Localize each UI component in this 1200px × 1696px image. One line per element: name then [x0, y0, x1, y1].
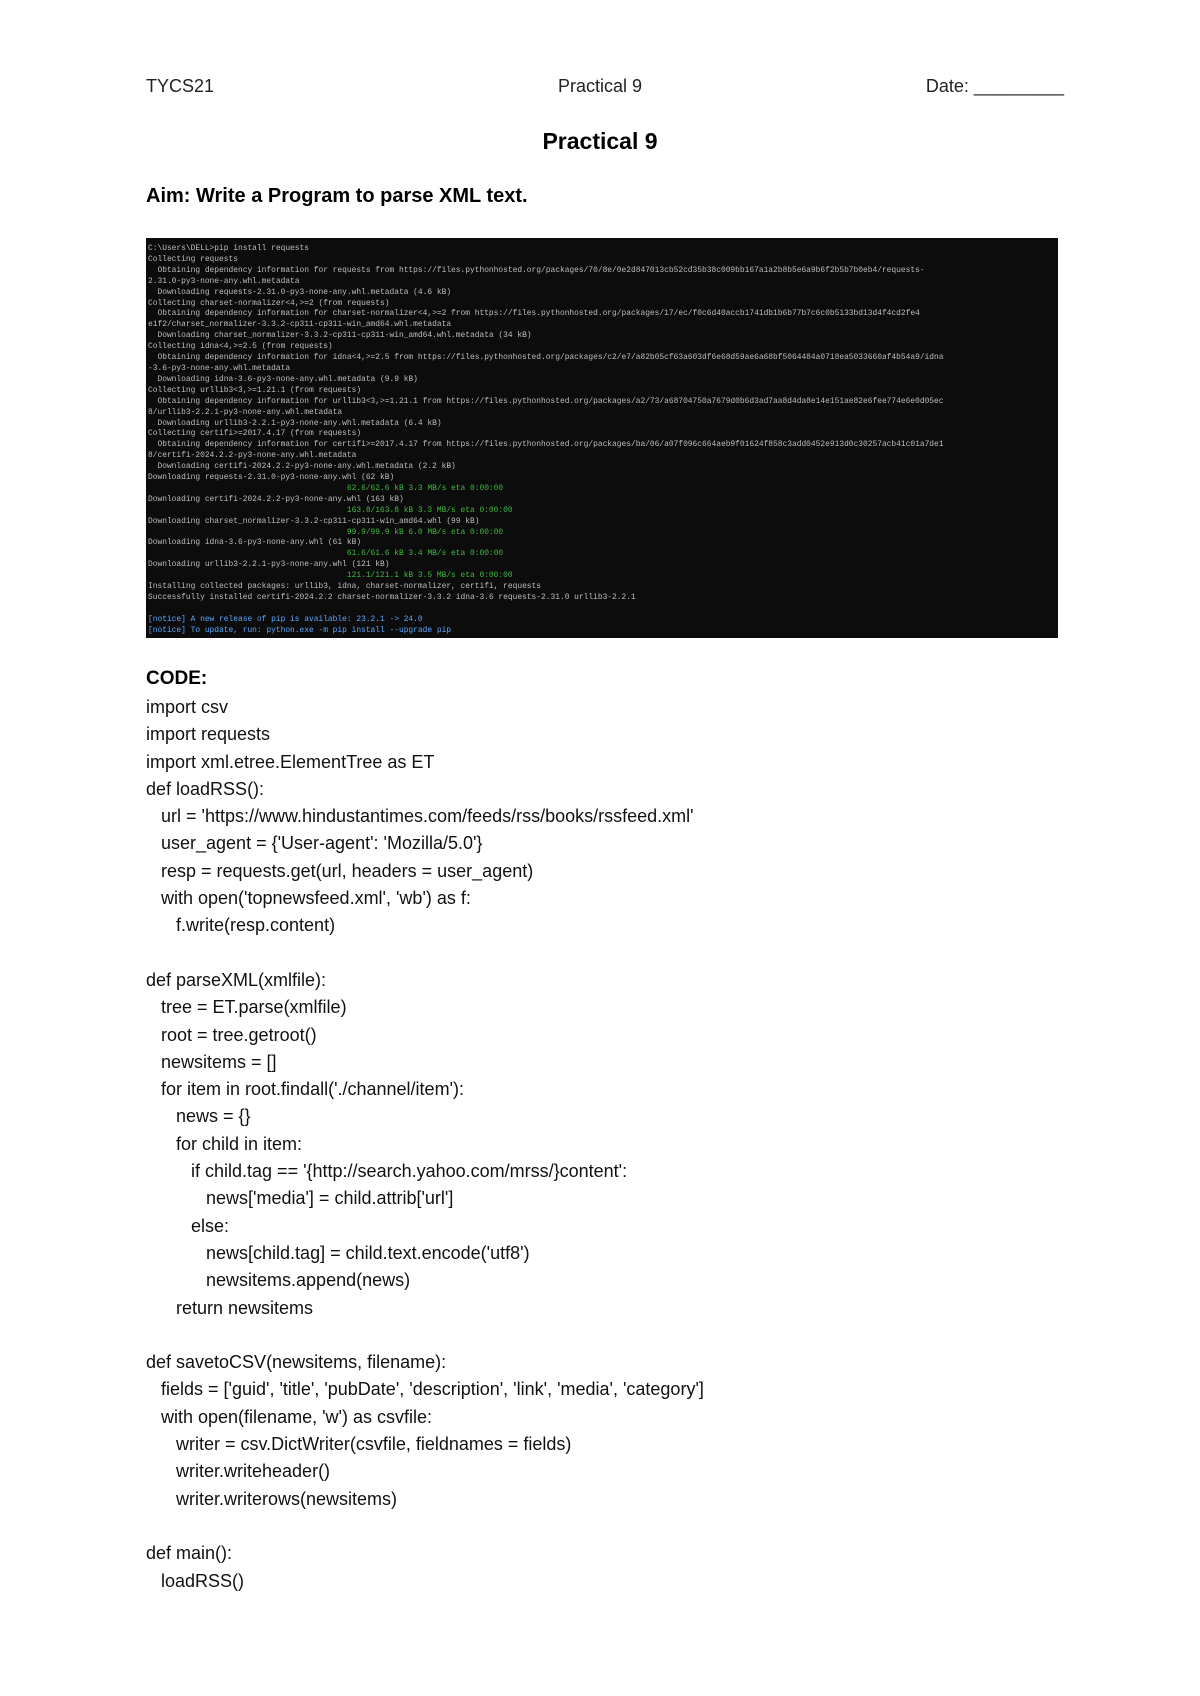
- code-line: with open('topnewsfeed.xml', 'wb') as f:: [146, 888, 471, 909]
- terminal-line: -3.6-py3-none-any.whl.metadata: [148, 363, 291, 373]
- terminal-line: Collecting certifi>=2017.4.17 (from requests): [148, 429, 362, 439]
- code-line: newsitems.append(news): [146, 1270, 411, 1291]
- terminal-line: 2.31.0-py3-none-any.whl.metadata: [148, 276, 300, 286]
- code-line: user_agent = {'User-agent': 'Mozilla/5.0'}: [146, 833, 483, 854]
- terminal-line: Downloading charset_normalizer-3.3.2-cp311-cp311-win_amd64.whl (99 kB): [148, 516, 480, 526]
- terminal-line: Successfully installed certifi-2024.2.2 charset-normalizer-3.3.2 idna-3.6 requests-2.31.0 urllib3-2.2.1: [148, 593, 636, 602]
- code-block: [146, 694, 1106, 1595]
- terminal-line: Collecting idna<4,>=2.5 (from requests): [148, 342, 333, 352]
- terminal-line: Obtaining dependency information for urllib3<3,>=1.21.1 from https://files.pythonhosted.org/packages/a2/73/a68704750a7679d0b6d3ad7aa8d4da8e14e151ae82e6fee774e6e0d05ec: [148, 396, 944, 406]
- header-course-code: TYCS21: [146, 76, 215, 96]
- header-practical-label: Practical 9: [557, 76, 643, 96]
- terminal-line: Downloading certifi-2024.2.2-py3-none-any.whl (163 kB): [148, 494, 404, 504]
- terminal-line: Downloading requests-2.31.0-py3-none-any.whl.metadata (4.6 kB): [148, 287, 452, 297]
- terminal-line: Installing collected packages: urllib3, idna, charset-normalizer, certifi, requests: [148, 582, 542, 592]
- terminal-line: C:\Users\DELL>pip install requests: [148, 244, 309, 253]
- terminal-line: Collecting charset-normalizer<4,>=2 (from requests): [148, 298, 390, 308]
- code-line: import xml.etree.ElementTree as ET: [146, 751, 435, 772]
- terminal-line: Obtaining dependency information for charset-normalizer<4,>=2 from https://files.pythonhosted.org/packages/17/ec/f0c6d40accb1741db1b6b77b7c6c0b5133bd13d4f4cd2fe4: [148, 309, 920, 319]
- terminal-line: Collecting urllib3<3,>=1.21.1 (from requests): [148, 385, 362, 395]
- page-title: Practical 9: [542, 128, 658, 154]
- terminal-line: Downloading certifi-2024.2.2-py3-none-any.whl.metadata (2.2 kB): [148, 462, 456, 472]
- code-line: f.write(resp.content): [146, 915, 336, 936]
- code-line: if child.tag == '{http://search.yahoo.com/mrss/}content':: [146, 1161, 628, 1182]
- code-line: news['media'] = child.attrib['url']: [146, 1188, 454, 1209]
- terminal-screenshot: [146, 238, 1058, 638]
- code-line: root = tree.getroot(): [146, 1024, 317, 1045]
- terminal-line: Downloading urllib3-2.2.1-py3-none-any.whl.metadata (6.4 kB): [148, 418, 442, 428]
- terminal-line: Obtaining dependency information for idna<4,>=2.5 from https://files.pythonhosted.org/packages/c2/e7/a82b05cf63a603df6e68d59ae6a68bf5064484a0718ea5033660af4b54a9/idna: [148, 353, 944, 363]
- code-line: writer = csv.DictWriter(csvfile, fieldnames = fields): [146, 1434, 572, 1455]
- code-heading: CODE:: [146, 668, 208, 689]
- terminal-line: [notice] To update, run: python.exe -m pip install --upgrade pip: [148, 625, 452, 635]
- code-line: [146, 1322, 1106, 1349]
- terminal-line: 163.8/163.8 kB 3.3 MB/s eta 0:00:00: [148, 505, 513, 515]
- code-line: url = 'https://www.hindustantimes.com/feeds/rss/books/rssfeed.xml': [146, 806, 694, 827]
- terminal-line: Collecting requests: [148, 254, 238, 264]
- code-line: for item in root.findall('./channel/item'):: [146, 1079, 464, 1100]
- code-line: def main():: [146, 1543, 233, 1564]
- code-line: with open(filename, 'w') as csvfile:: [146, 1406, 432, 1427]
- code-line: def savetoCSV(newsitems, filename):: [146, 1352, 447, 1373]
- terminal-line: 62.6/62.6 kB 3.3 MB/s eta 0:00:00: [148, 483, 504, 493]
- code-line: fields = ['guid', 'title', 'pubDate', 'description', 'link', 'media', 'category']: [146, 1379, 704, 1400]
- code-line: return newsitems: [146, 1297, 314, 1318]
- code-line: resp = requests.get(url, headers = user_agent): [146, 860, 534, 881]
- terminal-line: Downloading charset_normalizer-3.3.2-cp311-cp311-win_amd64.whl.metadata (34 kB): [148, 331, 532, 341]
- terminal-line: 99.9/99.9 kB 6.0 MB/s eta 0:00:00: [148, 527, 504, 537]
- terminal-line: 121.1/121.1 kB 3.5 MB/s eta 0:00:00: [148, 571, 513, 581]
- terminal-line: [notice] A new release of pip is available: 23.2.1 -> 24.0: [148, 614, 423, 624]
- code-line: tree = ET.parse(xmlfile): [146, 997, 347, 1018]
- terminal-line: Downloading idna-3.6-py3-none-any.whl (61 kB): [148, 538, 362, 548]
- code-line: writer.writeheader(): [146, 1461, 331, 1482]
- code-line: def parseXML(xmlfile):: [146, 969, 327, 990]
- code-line: [146, 1513, 1106, 1540]
- aim-statement: Aim: Write a Program to parse XML text.: [146, 185, 528, 207]
- code-line: writer.writerows(newsitems): [146, 1488, 398, 1509]
- header-date-field: Date: _________: [925, 76, 1064, 96]
- terminal-line: 61.6/61.6 kB 3.4 MB/s eta 0:00:00: [148, 549, 504, 559]
- terminal-line: Obtaining dependency information for requests from https://files.pythonhosted.org/packages/70/8e/0e2d847013cb52cd35b38c009bb167a1a2b8b5e6a9b6f2b5b7b0eb4/requests-: [148, 265, 925, 275]
- code-line: news[child.tag] = child.text.encode('utf8'): [146, 1242, 530, 1263]
- code-line: newsitems = []: [146, 1051, 277, 1072]
- code-line: import requests: [146, 724, 271, 745]
- code-line: for child in item:: [146, 1133, 303, 1154]
- code-line: else:: [146, 1215, 230, 1236]
- terminal-line: 8/certifi-2024.2.2-py3-none-any.whl.metadata: [148, 451, 357, 461]
- terminal-line: e1f2/charset_normalizer-3.3.2-cp311-cp311-win_amd64.whl.metadata: [148, 320, 452, 330]
- terminal-line: Downloading idna-3.6-py3-none-any.whl.metadata (9.9 kB): [148, 374, 418, 384]
- terminal-line: Downloading requests-2.31.0-py3-none-any.whl (62 kB): [148, 473, 395, 483]
- code-line: import csv: [146, 697, 229, 717]
- code-line: news = {}: [146, 1106, 251, 1127]
- code-line: [146, 940, 1106, 967]
- code-line: loadRSS(): [146, 1570, 245, 1591]
- terminal-line: Obtaining dependency information for certifi>=2017.4.17 from https://files.pythonhosted.org/packages/ba/06/a07f096c664aeb9f01624f858c3add0452e913d0c30257acb41c01a7de1: [148, 440, 944, 450]
- code-line: def loadRSS():: [146, 778, 265, 799]
- terminal-line: Downloading urllib3-2.2.1-py3-none-any.whl (121 kB): [148, 560, 390, 570]
- terminal-line: 8/urllib3-2.2.1-py3-none-any.whl.metadata: [148, 407, 343, 417]
- terminal-line: [148, 604, 1056, 615]
